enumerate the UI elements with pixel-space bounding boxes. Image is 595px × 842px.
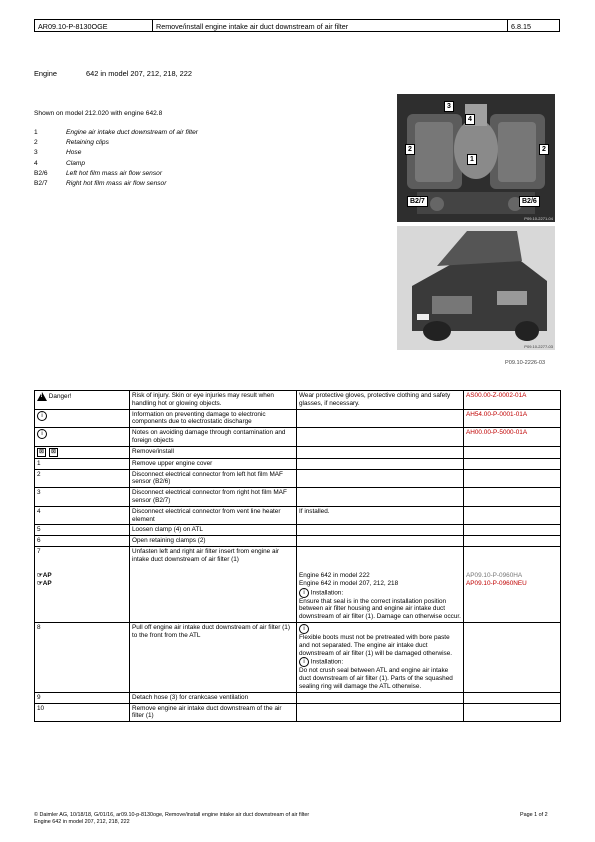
legend-item: 2 Retaining clips [34, 139, 109, 147]
step7-text: Unfasten left and right air filter insert from engine air intake duct downstream of air filter (1) [130, 546, 297, 622]
doc-title: Remove/install engine intake air duct downstream of air filter [153, 20, 508, 31]
danger-action: Wear protective gloves, protective clothing and safety glasses, if necessary. [297, 391, 464, 410]
legend-item: 4 Clamp [34, 159, 86, 167]
table-row: 5 Loosen clamp (4) on ATL [35, 525, 561, 536]
info-icon: i [299, 624, 309, 634]
footer [34, 812, 309, 826]
info-icon: i [299, 588, 309, 598]
legend-item: 1 Engine air intake duct downstream of air filter [34, 129, 198, 136]
page-number: Page 1 of 2 [520, 812, 548, 818]
engine-bay-photo [397, 94, 555, 222]
engine-label: Engine [34, 69, 58, 78]
legend-item: 3 Hose [34, 149, 82, 157]
ap-link[interactable]: ☞AP [37, 579, 52, 587]
callout-3: 3 [444, 101, 454, 112]
procedure-table [34, 390, 561, 722]
info-icon: i [37, 429, 47, 439]
callout-1: 1 [467, 154, 477, 165]
table-row: 3 Disconnect electrical connector from right hot film MAF sensor (B2/7) [35, 488, 561, 507]
engine-value: 642 in model 207, 212, 218, 222 [86, 69, 193, 78]
info-icon: i [37, 411, 47, 421]
table-row [35, 391, 561, 410]
photo1-id: P09.10-2271-04 [524, 216, 553, 221]
table-row [35, 409, 561, 428]
table-row: 8 Pull off engine air intake duct downstream of air filter (1) to the front from the ATL i Flexible boots must not be pretreated with bore paste and not separated. The engine air intake duct downstream of air filter (1) will be damaged otherwise. i Installation: Do not crush seal between ATL and engine air intake duct downstream of air filter (1). Parts of the squashed sealing ring will damage the ATL otherwise. [35, 622, 561, 692]
photo2-id: P09.10-2277-03 [524, 344, 553, 349]
ref1-link[interactable]: AP09.10-P-0960HA [466, 571, 523, 579]
danger-text: Risk of injury. Skin or eye injuries may result when handling hot or glowing objects. [130, 391, 297, 410]
ap-link[interactable]: ☞AP [37, 571, 52, 579]
callout-2-left: 2 [405, 144, 415, 155]
table-row: 6 Open retaining clamps (2) [35, 536, 561, 547]
info2-ref-link[interactable]: AH00.00-P-5000-01A [464, 428, 561, 447]
table-row: 10 Remove engine air intake duct downstream of the air filter (1) [35, 703, 561, 722]
remove-install-label: Remove/install [130, 446, 297, 458]
footer-line2: Engine 642 in model 207, 212, 218, 222 [34, 819, 130, 825]
shown-on-text: Shown on model 212.020 with engine 642.8 [34, 110, 163, 117]
engine-line [34, 69, 192, 78]
table-row [35, 428, 561, 447]
info1-text: Information on preventing damage to electronic components due to electrostatic discharge [130, 409, 297, 428]
remove-icon: ⊠ [38, 448, 45, 455]
legend-item: B2/6 Left hot film mass air flow sensor [34, 169, 163, 177]
callout-4: 4 [465, 114, 475, 125]
table-row: 4 Disconnect electrical connector from vent line heater element If installed. [35, 506, 561, 525]
table-row: 9 Detach hose (3) for crankcase ventilation [35, 692, 561, 703]
callout-2-right: 2 [539, 144, 549, 155]
figure-id: P09.10-2226-03 [505, 360, 546, 366]
info2-text: Notes on avoiding damage through contamination and foreign objects [130, 428, 297, 447]
legend [34, 128, 198, 189]
info1-ref-link[interactable]: AH54.00-P-0001-01A [464, 409, 561, 428]
danger-ref-link[interactable]: AS00.00-Z-0002-01A [464, 391, 561, 410]
table-row: 1 Remove upper engine cover [35, 458, 561, 469]
danger-label: Danger! [48, 393, 72, 401]
info-icon: i [299, 657, 309, 667]
table-row: 2 Disconnect electrical connector from left hot film MAF sensor (B2/6) [35, 469, 561, 488]
ref2-link[interactable]: AP09.10-P-0960NEU [466, 579, 527, 587]
table-row [35, 446, 561, 458]
install-icon: ⊠ [50, 448, 57, 455]
callout-b2-6: B2/6 [519, 196, 540, 207]
callout-b2-7: B2/7 [407, 196, 428, 207]
footer-line1: © Daimler AG, 10/18/18, G/01/16, ar09.10-p-8130oge, Remove/install engine intake air duct downstream of air filter [34, 812, 310, 818]
vehicle-photo [397, 226, 555, 350]
warning-icon [37, 392, 47, 401]
legend-item: B2/7 Right hot film mass air flow sensor [34, 180, 167, 188]
table-row: 7 ☞AP ☞AP Unfasten left and right air filter insert from engine air intake duct downstream of air filter (1) Engine 642 in model 222 Engine 642 in model 207, 212, 218 i Installation: Ensure that seal is in the correct installation position between air filter housing and engine air intake duct downstream of air filter (1). Damage can otherwise occur. AP09.10-P-0960HA AP09.10-P-0960NEU [35, 546, 561, 622]
doc-date: 6.8.15 [511, 22, 531, 31]
step8-text: Pull off engine air intake duct downstream of air filter (1) to the front from the ATL [130, 622, 297, 692]
document-header [34, 19, 560, 32]
doc-id: AR09.10-P-8130OGE [35, 20, 153, 31]
